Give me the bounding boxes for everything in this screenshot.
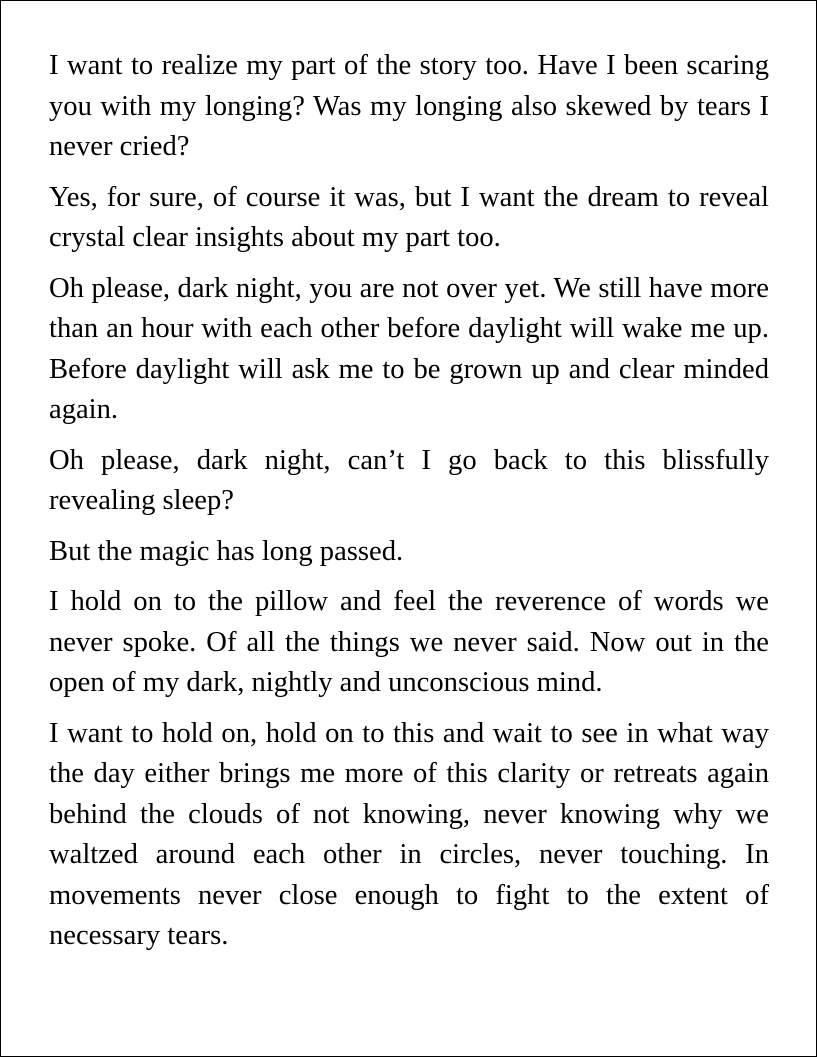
paragraph: I hold on to the pillow and feel the reverence of words we never spoke. Of all the things we never said. Now out in the open of my dark, nightly and unconscious mind. xyxy=(49,586,769,698)
paragraph: Yes, for sure, of course it was, but I want the dream to reveal crystal clear insights about my part too. xyxy=(49,181,769,253)
paragraph: Oh please, dark night, can’t I go back to this blissfully revealing sleep? xyxy=(49,444,769,516)
paragraph: But the magic has long passed. xyxy=(49,535,404,567)
paragraph: Oh please, dark night, you are not over yet. We still have more than an hour with each other before daylight will wake me up. Before daylight will ask me to be grown up and clear minded again. xyxy=(49,272,769,425)
paragraph: I want to realize my part of the story too. Have I been scaring you with my longing? Was my longing also skewed by tears I never cried? xyxy=(49,50,769,162)
paragraph: I want to hold on, hold on to this and wait to see in what way the day either brings me more of this clarity or retreats again behind the clouds of not knowing, never knowing why we waltzed around each other in circles, never touching. In movements never close enough to fight to the extent of necessary tears. xyxy=(49,717,769,951)
